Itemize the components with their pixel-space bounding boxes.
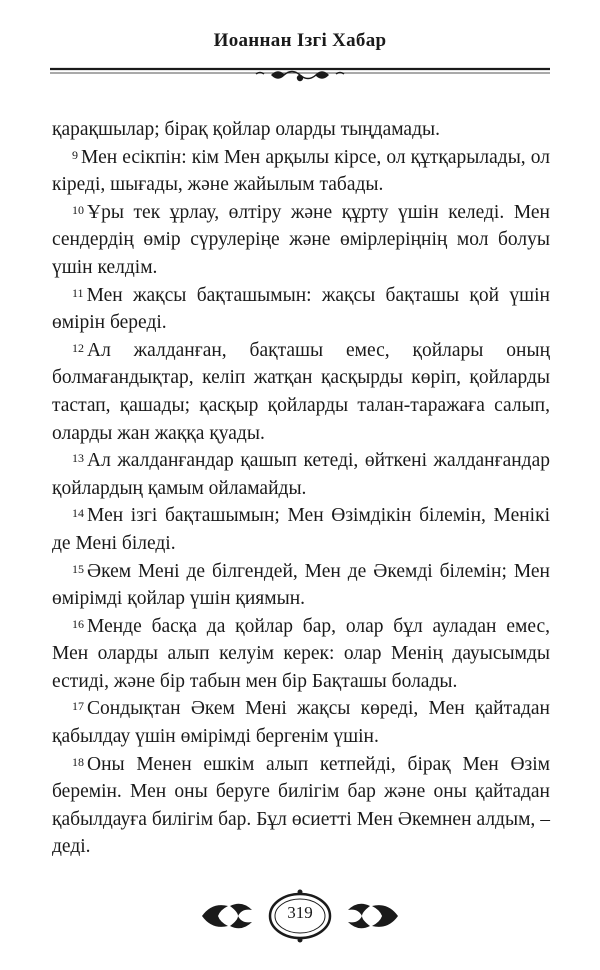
verse-text: Ал жалданғандар қашып кетеді, өйткені жалданғандар қойлардың қамым ойламайды. xyxy=(52,450,550,499)
verse-body xyxy=(52,116,550,861)
verse-number: 13 xyxy=(72,451,84,466)
verse-number: 11 xyxy=(72,285,84,300)
verse-number: 14 xyxy=(72,506,84,521)
verse-14 xyxy=(52,502,550,557)
verse-text: Сондықтан Әкем Мені жақсы көреді, Мен қайтадан қабылдау үшін өмірімді бергенім үшін. xyxy=(52,698,550,748)
verse-15 xyxy=(52,558,550,613)
header-ornamental-rule xyxy=(50,66,550,84)
verse-text: Ал жалданған, бақташы емес, қойлары оның болмағандықтар, келіп жатқан қасқырды көріп, қойларды тастап, қашады; қасқыр қойларды талан-таражаға салып, оларды жан жаққа қуады. xyxy=(52,339,550,444)
verse-17 xyxy=(52,695,550,750)
verse-continuation: қарақшылар; бірақ қойлар оларды тыңдамады. xyxy=(52,119,440,140)
verse-number: 17 xyxy=(72,699,84,714)
verse-10 xyxy=(52,199,550,282)
verse-number: 15 xyxy=(72,561,84,576)
verse-number: 18 xyxy=(72,754,84,769)
verse-text: Мен жақсы бақташымын: жақсы бақташы қой үшін өмірін береді. xyxy=(52,284,550,334)
verse-18 xyxy=(52,751,550,861)
verse-number: 9 xyxy=(72,147,78,162)
verse-number: 12 xyxy=(72,340,84,355)
verse-11 xyxy=(52,282,550,337)
verse-text: Мен есікпін: кім Мен арқылы кірсе, ол құтқарылады, ол кіреді, шығады, және жайылым табады. xyxy=(52,146,550,196)
verse-text: Мен ізгі бақташымын; Мен Өзімдікін білемін, Менікі де Мені біледі. xyxy=(52,505,550,554)
page-number: 319 xyxy=(287,903,313,922)
verse-16 xyxy=(52,613,550,696)
verse-text: Оны Менен ешкім алып кетпейді, бірақ Мен Өзім беремін. Мен оны беруге билігім бар және оны қайтадан қабылдауға билігім бар. Бұл өсиетті Мен Әкемнен алдым, – деді. xyxy=(52,753,550,858)
verse-text: Ұры тек ұрлау, өлтіру және құрту үшін келеді. Мен сендердің өмір сүрулеріңе және өмірлеріңнің мол болуы үшін келдім. xyxy=(52,201,550,278)
verse-number: 10 xyxy=(72,202,84,217)
verse-text: Менде басқа да қойлар бар, олар бұл ауладан емес, Мен оларды алып келуім керек: олар Менің дауысымды естиді, және бір табын мен бір Бақташы болады. xyxy=(52,615,550,692)
page-header-title: Иоаннан Ізгі Хабар xyxy=(213,30,387,51)
verse-text: Әкем Мені де білгендей, Мен де Әкемді білемін; Мен өмірімді қойлар үшін қиямын. xyxy=(52,560,550,610)
verse-12 xyxy=(52,337,550,447)
verse-9 xyxy=(52,144,550,199)
verse-13 xyxy=(52,447,550,502)
verse-number: 16 xyxy=(72,616,84,631)
